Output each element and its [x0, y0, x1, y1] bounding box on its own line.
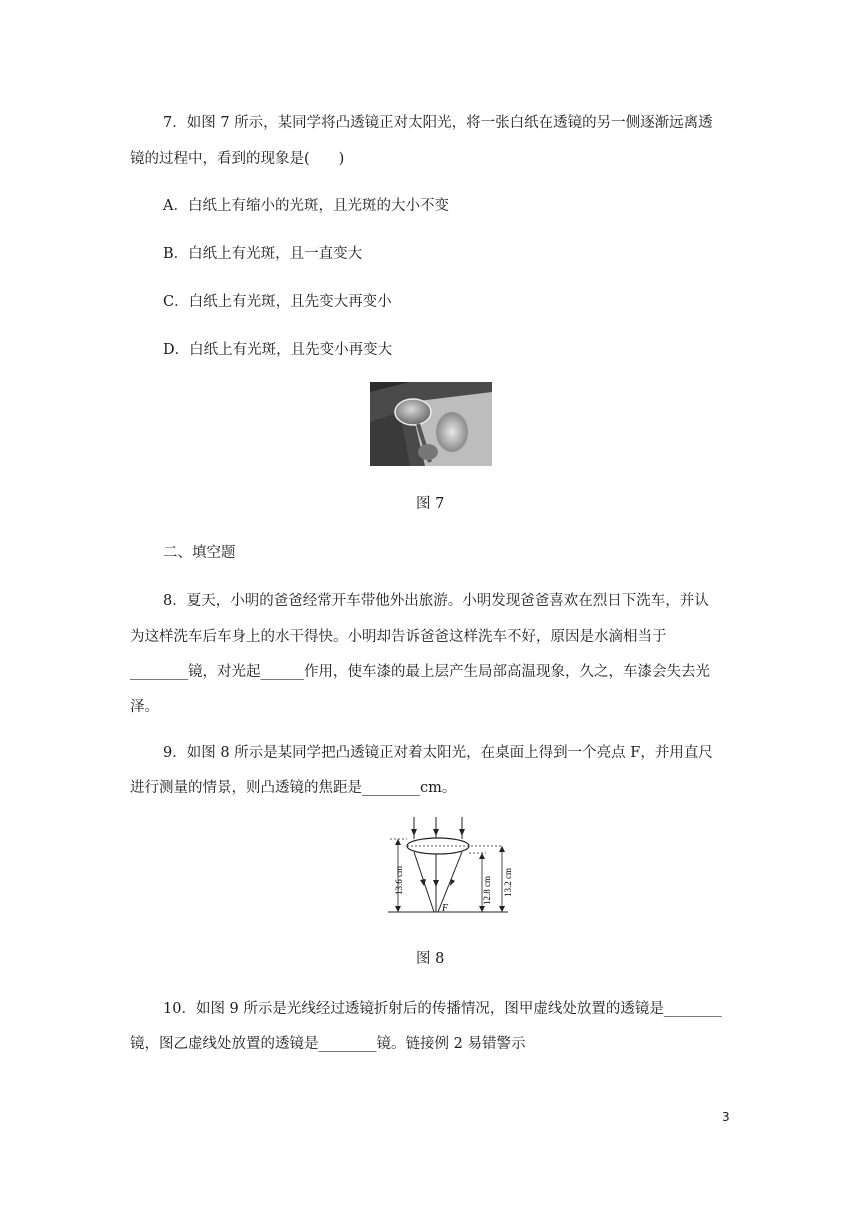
q7-line-2: 镜的过程中，看到的现象是( )	[130, 151, 345, 167]
q7-option-b: B．白纸上有光斑，且一直变大	[163, 246, 363, 262]
q7-option-c: C．白纸上有光斑，且先变大再变小	[163, 294, 392, 310]
q10-blank-2[interactable]: ________	[318, 1036, 377, 1052]
q10-line-1-start: 10．如图 9 所示是光线经过透镜折射后的传播情况，图甲虚线处放置的透镜是	[163, 1001, 664, 1017]
q10-line-2	[130, 1032, 525, 1053]
q8-line-4: 泽。	[130, 699, 159, 715]
q9-line-2-end: cm。	[420, 780, 457, 796]
focus-label: F	[442, 903, 449, 914]
dim-label-mid: 12.8 cm	[482, 876, 492, 905]
dim-label-left: 13.6 cm	[394, 866, 404, 895]
q7-line-1: 7．如图 7 所示，某同学将凸透镜正对太阳光，将一张白纸在透镜的另一侧逐渐远离透	[163, 115, 713, 131]
figure-7-caption: 图 7	[416, 496, 445, 512]
q7-option-d: D．白纸上有光斑，且先变小再变大	[163, 342, 393, 358]
q8-line-1: 8．夏天，小明的爸爸经常开车带他外出旅游。小明发现爸爸喜欢在烈日下洗车，并认	[163, 593, 709, 609]
q10-blank-1[interactable]: ________	[663, 1001, 722, 1017]
q8-blank-2[interactable]: ______	[260, 664, 304, 680]
q9-line-1: 9．如图 8 所示是某同学把凸透镜正对着太阳光，在桌面上得到一个亮点 F，并用直尺	[163, 745, 713, 761]
q10-line-1	[163, 997, 722, 1018]
q9-line-2-start: 进行测量的情景，则凸透镜的焦距是	[130, 780, 362, 796]
figure-8-caption: 图 8	[416, 951, 445, 967]
q8-line-2: 为这样洗车后车身上的水干得快。小明却告诉爸爸这样洗车不好，原因是水滴相当于	[130, 629, 667, 645]
section-title: 二、填空题	[163, 545, 236, 561]
q10-line-2-start: 镜，图乙虚线处放置的透镜是	[130, 1036, 319, 1052]
q10-line-2-end: 镜。链接例 2 易错警示	[376, 1036, 526, 1052]
figure-8-diagram	[378, 817, 518, 919]
figure-7-photo	[370, 382, 492, 466]
q8-line-3-mid: 镜，对光起	[188, 664, 261, 680]
q8-line-3	[130, 660, 710, 681]
q8-blank-1[interactable]: ________	[130, 664, 188, 680]
q7-option-a: A．白纸上有缩小的光斑，且光斑的大小不变	[163, 198, 449, 214]
q9-blank[interactable]: ________	[362, 780, 420, 796]
page-number: 3	[722, 1110, 730, 1124]
dim-label-right: 13.2 cm	[503, 868, 513, 897]
q8-line-3-end: 作用，使车漆的最上层产生局部高温现象，久之，车漆会失去光	[304, 664, 710, 680]
q9-line-2	[130, 776, 456, 797]
